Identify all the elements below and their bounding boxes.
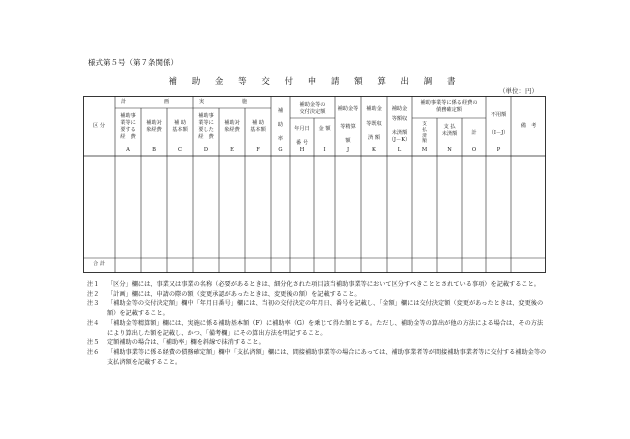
col-letter-b: B: [152, 147, 156, 153]
note-text: 定額補助の場合は、「補助率」欄を斜線で抹消すること。: [107, 339, 265, 347]
header-plan-total-cost: 補助事 業等に 要する 経 費: [120, 113, 136, 140]
header-unpaid-amount: 等額収 未済額 （J－K）: [388, 116, 411, 143]
header-settlement-amount: 等精算 額: [340, 124, 356, 144]
header-remarks: 備 考: [520, 123, 537, 129]
col-letter-m: M: [421, 147, 428, 153]
header-plan-eligible-cost: 補助対 象経費: [146, 120, 162, 133]
header-decision: 補助金等の 交付決定額: [299, 102, 326, 115]
header-subsidy-rate: 補 助 率: [277, 108, 284, 142]
header-actual: 実 施: [198, 99, 266, 105]
note-item: [87, 299, 549, 318]
header-actual-eligible-cost: 補助対 象経費: [224, 120, 240, 133]
note-label: 注３: [87, 300, 100, 308]
note-label: 注４: [87, 319, 100, 327]
col-letter-c: C: [178, 147, 182, 153]
note-item: [87, 280, 549, 290]
col-letter-p: P: [496, 147, 501, 153]
note-item: [87, 338, 549, 348]
col-letter-h: H: [299, 147, 305, 153]
col-letter-l: L: [397, 147, 402, 153]
header-debt-total: 計: [471, 130, 477, 136]
header-plan: 計 画: [120, 99, 188, 105]
unit-label: （単位：円）: [499, 87, 538, 95]
col-letter-a: A: [126, 147, 130, 153]
header-debt-confirmed: 補助事業等に係る経費の 債務確定額: [420, 100, 478, 113]
note-item: [87, 348, 549, 367]
col-letter-j: J: [346, 147, 350, 153]
note-text: 「補助金等の交付決定額」欄中「年月日番号」欄には、当初の交付決定の年月日、番号を記載し、「金額」欄には交付決定額（変更があったときは、変更後の額）を記載すること。: [107, 300, 544, 318]
header-division: 区 分: [92, 123, 106, 129]
total-row-label: 合 計: [92, 261, 106, 267]
header-debt-unpaid: 支 払 未済額: [441, 124, 458, 137]
col-letter-n: N: [447, 147, 452, 153]
note-item: [87, 319, 549, 338]
notes-section: [87, 280, 549, 367]
note-label: 注６: [87, 348, 100, 356]
header-received-amount: 等既収 済 額: [366, 121, 382, 141]
header-actual-base-amount: 補 助 基本額: [250, 120, 266, 133]
form-number: 様式第５号（第７条関係）: [88, 58, 178, 67]
col-letter-g: G: [278, 147, 283, 153]
col-letter-i: I: [323, 147, 326, 153]
header-actual-total-cost: 補助事 業等に 要した 経 費: [198, 113, 214, 140]
col-letter-d: D: [203, 147, 209, 153]
document-title: 補 助 金 等 交 付 申 請 額 算 出 調 書: [168, 77, 462, 87]
calculation-table: [83, 96, 546, 273]
col-letter-k: K: [372, 147, 376, 153]
header-debt-paid: 支 払 済 額: [422, 122, 427, 145]
header-settlement: 補助金等: [337, 106, 359, 112]
note-text: 「補助金等精算額」欄には、実施に係る補助基本額（F）に補助率（G）を乗じて得た額とする。ただし、補助金等の算出が他の方法による場合は、その方法により算出した額を記載し、かつ、「備考欄」にその算出方法を明記すること。: [107, 319, 544, 337]
header-decision-amount: 金 額: [318, 126, 331, 132]
header-unneeded: 不用額: [490, 112, 507, 118]
col-letter-e: E: [230, 147, 234, 153]
note-text: 「計画」欄には、申請の際の額（変更承認があったときは、変更後の額）を記載すること。: [107, 290, 361, 298]
note-text: 「補助事業等に係る経費の債務確定額」欄中「支払済額」欄には、間接補助事業等の場合にあっては、補助事業者等が間接補助事業者等に交付する補助金等の支払済額を記載すること。: [107, 348, 547, 366]
header-unneeded-formula: （I－J）: [488, 130, 509, 136]
note-item: [87, 290, 549, 300]
header-unpaid: 補助金: [391, 106, 408, 112]
note-label: 注５: [87, 339, 100, 347]
note-label: 注２: [87, 290, 100, 298]
header-received: 補助金: [366, 106, 382, 112]
note-text: 「区分」欄には、事業又は事業の名称（必要があるときは、細分化された項目該当補助事業等において区分すべきこととされている事項）を記載すること。: [107, 281, 540, 288]
header-decision-date-number: 年月日 番 号: [294, 126, 310, 146]
note-label: 注１: [87, 281, 100, 288]
col-letter-o: O: [471, 147, 477, 153]
header-plan-base-amount: 補 助 基本額: [172, 120, 188, 133]
col-letter-f: F: [256, 147, 260, 153]
